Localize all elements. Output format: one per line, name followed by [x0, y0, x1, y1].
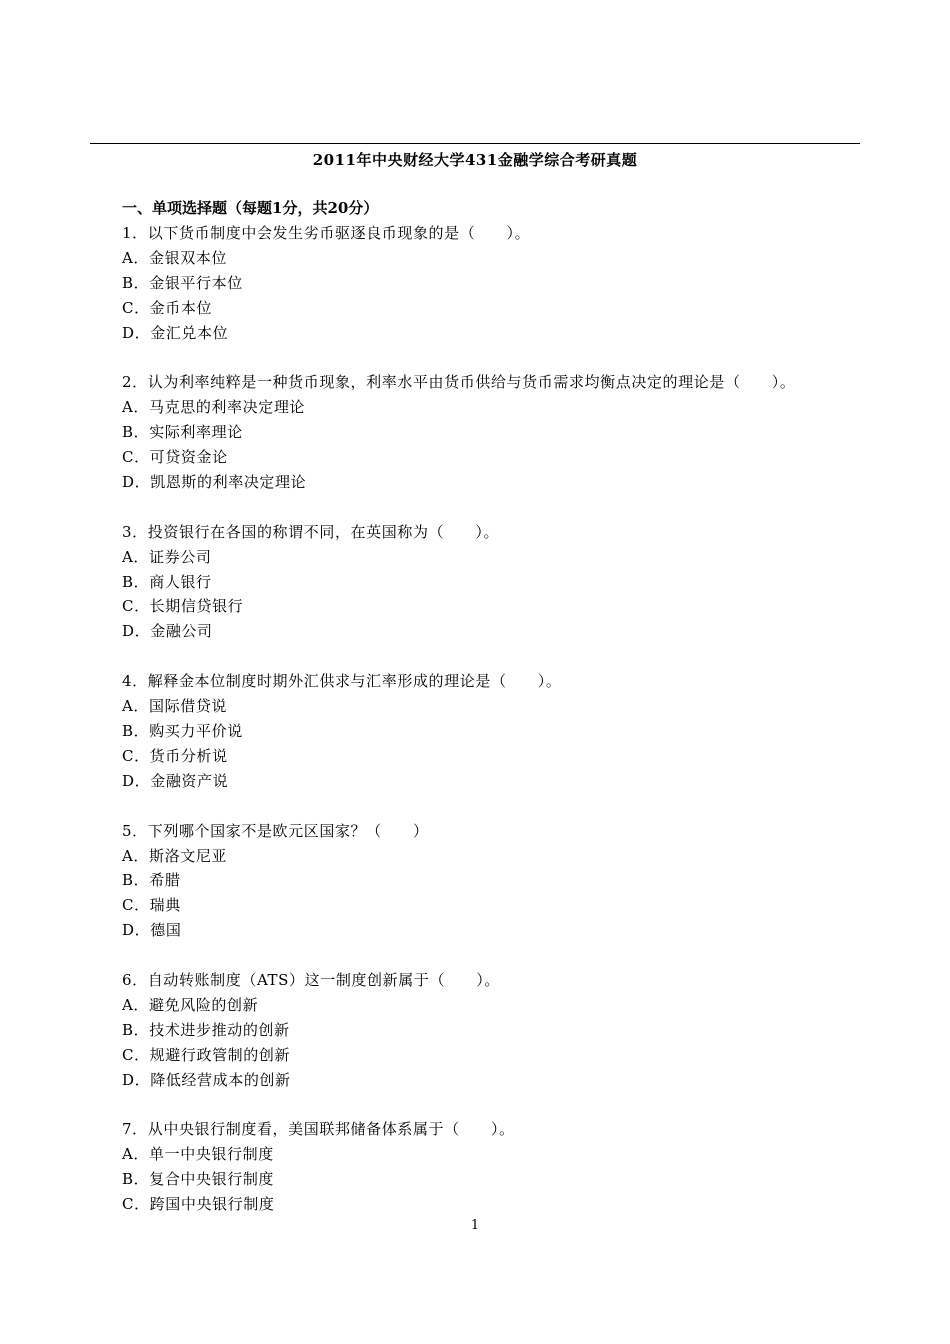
- option-a: A．避免风险的创新: [122, 995, 259, 1014]
- question-4: [122, 669, 862, 794]
- question-3: [122, 520, 862, 645]
- option-a: A．斯洛文尼亚: [122, 846, 228, 865]
- question-7: [122, 1117, 862, 1217]
- option-c: C．瑞典: [122, 896, 181, 915]
- document-body: [122, 196, 862, 1217]
- option-a: A．单一中央银行制度: [122, 1145, 274, 1164]
- section-heading: 一、单项选择题（每题1分，共20分）: [122, 199, 379, 217]
- question-stem: 6．自动转账制度（ATS）这一制度创新属于（ ）。: [122, 971, 500, 990]
- option-b: B．金银平行本位: [122, 273, 243, 292]
- option-b: B．希腊: [122, 871, 181, 890]
- question-stem: 3．投资银行在各国的称谓不同，在英国称为（ ）。: [122, 522, 500, 541]
- option-b: B．技术进步推动的创新: [122, 1020, 290, 1039]
- question-5: [122, 819, 862, 944]
- option-a: A．马克思的利率决定理论: [122, 398, 306, 417]
- option-d: D．金融资产说: [122, 771, 229, 790]
- question-6: [122, 968, 862, 1093]
- header-rule: [90, 143, 860, 144]
- question-stem: 5．下列哪个国家不是欧元区国家？（ ）: [122, 821, 429, 840]
- option-b: B．购买力平价说: [122, 721, 243, 740]
- option-d: D．降低经营成本的创新: [122, 1070, 291, 1089]
- option-c: C．金币本位: [122, 298, 213, 317]
- option-b: B．商人银行: [122, 572, 212, 591]
- question-2: [122, 370, 862, 495]
- question-1: [122, 221, 862, 346]
- option-a: A．国际借贷说: [122, 697, 228, 716]
- option-c: C．货币分析说: [122, 746, 228, 765]
- question-stem: 4．解释金本位制度时期外汇供求与汇率形成的理论是（ ）。: [122, 672, 562, 691]
- question-stem: 2．认为利率纯粹是一种货币现象，利率水平由货币供给与货币需求均衡点决定的理论是（ ）。: [122, 373, 796, 392]
- question-stem: 7．从中央银行制度看，美国联邦储备体系属于（ ）。: [122, 1120, 515, 1139]
- option-d: D．金融公司: [122, 622, 213, 641]
- option-c: C．长期信贷银行: [122, 597, 244, 616]
- option-d: D．金汇兑本位: [122, 323, 229, 342]
- question-stem: 1．以下货币制度中会发生劣币驱逐良币现象的是（ ）。: [122, 223, 531, 242]
- option-c: C．可贷资金论: [122, 448, 228, 467]
- page-number: 1: [470, 1218, 480, 1233]
- option-c: C．跨国中央银行制度: [122, 1195, 275, 1214]
- option-b: B．复合中央银行制度: [122, 1170, 275, 1189]
- option-a: A．证券公司: [122, 547, 212, 566]
- option-d: D．德国: [122, 921, 182, 940]
- document-title: 2011年中央财经大学431金融学综合考研真题: [312, 151, 638, 169]
- option-c: C．规避行政管制的创新: [122, 1045, 291, 1064]
- option-a: A．金银双本位: [122, 248, 228, 267]
- option-b: B．实际利率理论: [122, 423, 243, 442]
- option-d: D．凯恩斯的利率决定理论: [122, 472, 307, 491]
